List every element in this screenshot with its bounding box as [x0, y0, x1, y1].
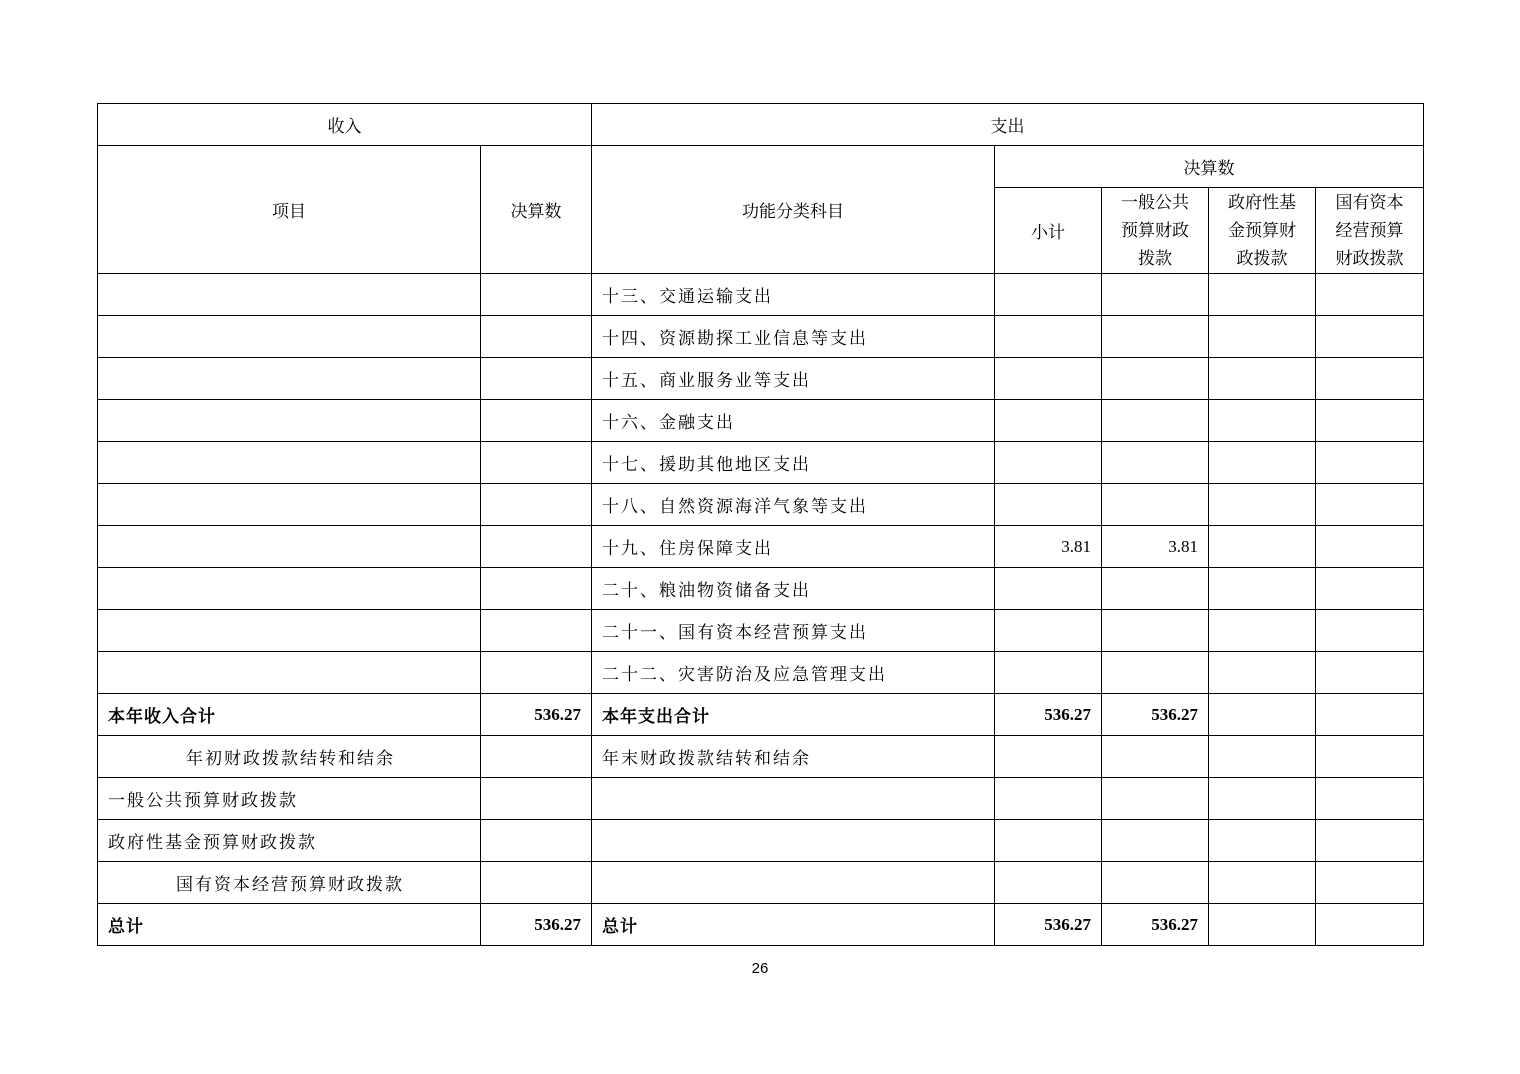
general-budget-amount	[1102, 358, 1209, 400]
expense-category: 十六、金融支出	[592, 400, 995, 442]
income-amount	[481, 610, 592, 652]
general-budget-amount	[1102, 400, 1209, 442]
income-amount	[481, 568, 592, 610]
income-item	[98, 442, 481, 484]
state-capital-amount	[1316, 316, 1424, 358]
gov-fund-amount	[1209, 652, 1316, 694]
expense-category: 十八、自然资源海洋气象等支出	[592, 484, 995, 526]
expense-category: 十四、资源勘探工业信息等支出	[592, 316, 995, 358]
table-row	[98, 568, 1424, 610]
carry-capital-label: 国有资本经营预算财政拨款	[98, 862, 481, 904]
subtotal-amount	[995, 316, 1102, 358]
state-capital-amount	[1316, 442, 1424, 484]
carry-income-label: 年初财政拨款结转和结余	[98, 736, 481, 778]
expense-category: 二十二、灾害防治及应急管理支出	[592, 652, 995, 694]
income-item	[98, 610, 481, 652]
income-item	[98, 652, 481, 694]
grand-total-subtotal: 536.27	[995, 904, 1102, 946]
income-amount	[481, 316, 592, 358]
state-capital-header: 国有资本经营预算财政拨款	[1316, 188, 1424, 274]
grand-total-income-label: 总计	[98, 904, 481, 946]
income-item	[98, 274, 481, 316]
subtotal-amount	[995, 358, 1102, 400]
income-amount	[481, 442, 592, 484]
subtotal-amount	[995, 484, 1102, 526]
expense-total-subtotal: 536.27	[995, 694, 1102, 736]
subtotal-amount	[995, 400, 1102, 442]
grand-total-row	[98, 904, 1424, 946]
grand-total-capital	[1316, 904, 1424, 946]
income-item	[98, 400, 481, 442]
state-capital-amount	[1316, 526, 1424, 568]
expense-category: 十九、住房保障支出	[592, 526, 995, 568]
general-budget-amount	[1102, 484, 1209, 526]
income-total-amount: 536.27	[481, 694, 592, 736]
table-row	[98, 316, 1424, 358]
table-row	[98, 652, 1424, 694]
expense-total-general: 536.27	[1102, 694, 1209, 736]
table-row	[98, 400, 1424, 442]
general-budget-amount	[1102, 652, 1209, 694]
expense-header: 支出	[592, 104, 1424, 146]
function-category-header: 功能分类科目	[592, 146, 995, 274]
table-row	[98, 442, 1424, 484]
final-amount-group-header: 决算数	[995, 146, 1424, 188]
gov-fund-amount	[1209, 526, 1316, 568]
income-amount	[481, 652, 592, 694]
carry-capital	[1316, 736, 1424, 778]
carry-fund-row	[98, 820, 1424, 862]
subtotal-amount	[995, 652, 1102, 694]
expense-total-fund	[1209, 694, 1316, 736]
carry-subtotal	[995, 736, 1102, 778]
expense-total-label: 本年支出合计	[592, 694, 995, 736]
carry-expense-label: 年末财政拨款结转和结余	[592, 736, 995, 778]
grand-total-fund	[1209, 904, 1316, 946]
state-capital-amount	[1316, 568, 1424, 610]
subtotal-amount: 3.81	[995, 526, 1102, 568]
gov-fund-amount	[1209, 484, 1316, 526]
income-item	[98, 316, 481, 358]
carry-income-amount	[481, 736, 592, 778]
table-row	[98, 358, 1424, 400]
page-number: 26	[751, 960, 769, 977]
carry-general-row	[98, 778, 1424, 820]
grand-total-expense-label: 总计	[592, 904, 995, 946]
general-budget-amount	[1102, 568, 1209, 610]
expense-category: 十三、交通运输支出	[592, 274, 995, 316]
gov-fund-amount	[1209, 568, 1316, 610]
expense-category: 十七、援助其他地区支出	[592, 442, 995, 484]
state-capital-amount	[1316, 652, 1424, 694]
income-amount	[481, 484, 592, 526]
income-amount	[481, 400, 592, 442]
general-budget-amount: 3.81	[1102, 526, 1209, 568]
income-amount	[481, 526, 592, 568]
carry-fund-label: 政府性基金预算财政拨款	[98, 820, 481, 862]
carry-capital-row	[98, 862, 1424, 904]
general-budget-header: 一般公共预算财政拨款	[1102, 188, 1209, 274]
income-amount	[481, 358, 592, 400]
expense-category: 二十、粮油物资储备支出	[592, 568, 995, 610]
state-capital-amount	[1316, 400, 1424, 442]
income-total-label: 本年收入合计	[98, 694, 481, 736]
expense-category: 二十一、国有资本经营预算支出	[592, 610, 995, 652]
table-row	[98, 526, 1424, 568]
carry-general	[1102, 736, 1209, 778]
expense-category: 十五、商业服务业等支出	[592, 358, 995, 400]
income-item	[98, 526, 481, 568]
table-row	[98, 484, 1424, 526]
general-budget-amount	[1102, 442, 1209, 484]
table-row	[98, 274, 1424, 316]
state-capital-amount	[1316, 274, 1424, 316]
carry-general-label: 一般公共预算财政拨款	[98, 778, 481, 820]
subtotal-amount	[995, 610, 1102, 652]
header-row-2	[98, 146, 1424, 188]
income-header: 收入	[98, 104, 592, 146]
grand-total-income-amount: 536.27	[481, 904, 592, 946]
general-budget-amount	[1102, 316, 1209, 358]
subtotal-header: 小计	[995, 188, 1102, 274]
carry-fund	[1209, 736, 1316, 778]
gov-fund-amount	[1209, 358, 1316, 400]
carry-row	[98, 736, 1424, 778]
gov-fund-amount	[1209, 610, 1316, 652]
gov-fund-amount	[1209, 274, 1316, 316]
general-budget-amount	[1102, 610, 1209, 652]
gov-fund-amount	[1209, 400, 1316, 442]
state-capital-amount	[1316, 484, 1424, 526]
header-row-1	[98, 104, 1424, 146]
state-capital-amount	[1316, 610, 1424, 652]
grand-total-general: 536.27	[1102, 904, 1209, 946]
subtotal-amount	[995, 568, 1102, 610]
subtotal-amount	[995, 274, 1102, 316]
income-item	[98, 568, 481, 610]
budget-final-accounts-table	[97, 103, 1424, 946]
expense-total-capital	[1316, 694, 1424, 736]
state-capital-amount	[1316, 358, 1424, 400]
gov-fund-amount	[1209, 316, 1316, 358]
total-year-row	[98, 694, 1424, 736]
general-budget-amount	[1102, 274, 1209, 316]
table-row	[98, 610, 1424, 652]
income-item	[98, 358, 481, 400]
income-amount	[481, 274, 592, 316]
income-item	[98, 484, 481, 526]
item-header: 项目	[98, 146, 481, 274]
income-amount-header: 决算数	[481, 146, 592, 274]
gov-fund-header: 政府性基金预算财政拨款	[1209, 188, 1316, 274]
subtotal-amount	[995, 442, 1102, 484]
gov-fund-amount	[1209, 442, 1316, 484]
